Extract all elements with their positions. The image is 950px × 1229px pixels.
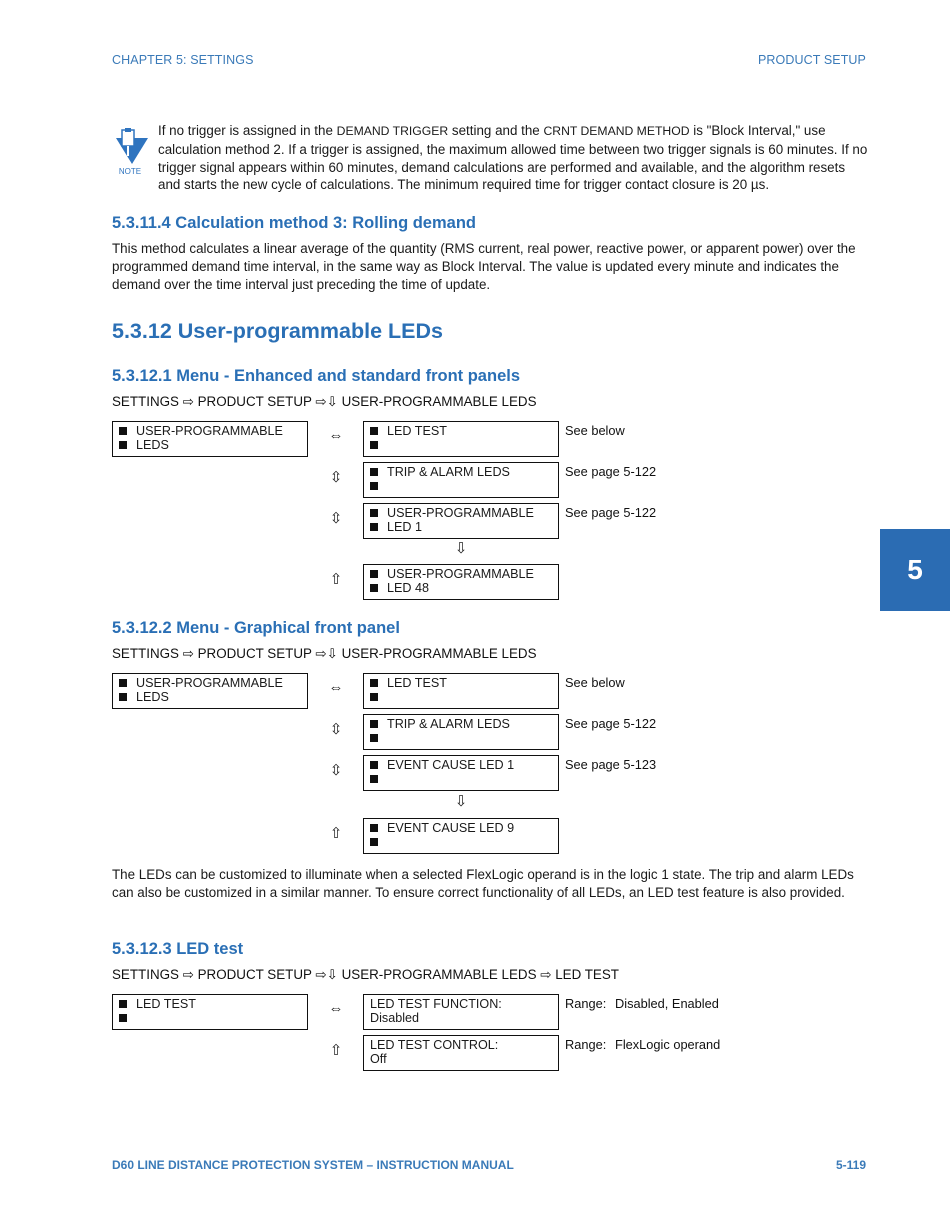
left-right-arrow-icon: ⇔ — [328, 679, 344, 696]
up-down-arrow-icon: ⇳ — [329, 510, 343, 527]
reference-link[interactable]: See page 5-122 — [565, 505, 657, 520]
menu-item-event-cause-led-1[interactable]: EVENT CAUSE LED 1 — [363, 755, 559, 791]
lcd-block-icon — [370, 427, 378, 435]
setting-name-demand-trigger: DEMAND TRIGGER — [336, 124, 449, 138]
chapter-tab: 5 — [880, 529, 950, 611]
note-icon — [112, 126, 150, 176]
menu-item-led-test[interactable]: LED TEST — [363, 673, 559, 709]
setting-value: Disabled — [370, 1011, 420, 1025]
setting-name-crnt-demand-method: CRNT DEMAND METHOD — [543, 124, 690, 138]
leds-paragraph: The LEDs can be customized to illuminate when a selected FlexLogic operand is in the logic 1 state. The trip and alarm LEDs can also be customized in a similar manner. To ensure correct functionality of all LEDs, an LED test feature is also provided. — [112, 867, 854, 900]
lcd-block-icon — [370, 824, 378, 832]
section-heading-5-3-12-2: 5.3.12.2 Menu - Graphical front panel — [112, 619, 400, 637]
lcd-block-icon — [119, 693, 127, 701]
section-heading-5-3-12-3: 5.3.12.3 LED test — [112, 940, 244, 958]
left-right-arrow-icon: ⇔ — [328, 427, 344, 444]
section-heading-5-3-11-4: 5.3.11.4 Calculation method 3: Rolling demand — [112, 214, 476, 232]
lcd-block-icon — [370, 441, 378, 449]
section-heading-5-3-12: 5.3.12 User-programmable LEDs — [112, 319, 443, 343]
menu-root-user-programmable-leds[interactable]: USER-PROGRAMMABLE LEDS — [112, 673, 308, 709]
section-heading-5-3-12-1: 5.3.12.1 Menu - Enhanced and standard front panels — [112, 367, 521, 385]
lcd-block-icon — [370, 679, 378, 687]
up-down-arrow-icon: ⇳ — [329, 721, 343, 738]
lcd-block-icon — [370, 720, 378, 728]
menu-item-trip-alarm-leds[interactable]: TRIP & ALARM LEDS — [363, 714, 559, 750]
up-arrow-icon: ⇧ — [329, 1042, 343, 1059]
lcd-block-icon — [370, 523, 378, 531]
lcd-block-icon — [370, 584, 378, 592]
setting-range: Range: FlexLogic operand — [565, 1037, 721, 1052]
svg-text:NOTE: NOTE — [118, 167, 142, 176]
left-right-arrow-icon: ⇔ — [328, 1000, 344, 1017]
setting-led-test-function[interactable] — [363, 994, 559, 1030]
menu-item-event-cause-led-9[interactable]: EVENT CAUSE LED 9 — [363, 818, 559, 854]
lcd-block-icon — [119, 1000, 127, 1008]
menu-path: SETTINGS ⇨ PRODUCT SETUP ⇨⇩ USER-PROGRAMMABLE LEDS — [112, 394, 537, 409]
reference-link[interactable]: See below — [565, 423, 625, 438]
rolling-demand-paragraph: This method calculates a linear average of the quantity (RMS current, real power, reactive power, or apparent power) over the programmed demand time interval, in the same way as Block Interval. The value is updated every minute and indicates the demand over the time interval just preceding the time of update. — [112, 241, 856, 292]
running-header-section: PRODUCT SETUP — [757, 53, 866, 67]
up-arrow-icon: ⇧ — [329, 571, 343, 588]
menu-item-user-programmable-led-1[interactable]: USER-PROGRAMMABLE LED 1 — [363, 503, 559, 539]
lcd-block-icon — [370, 570, 378, 578]
footer-page-number: 5-119 — [835, 1158, 866, 1172]
menu-path: SETTINGS ⇨ PRODUCT SETUP ⇨⇩ USER-PROGRAMMABLE LEDS — [112, 646, 537, 661]
lcd-block-icon — [119, 1014, 127, 1022]
lcd-block-icon — [370, 693, 378, 701]
down-arrow-icon: ⇩ — [454, 540, 468, 557]
menu-item-trip-alarm-leds[interactable]: TRIP & ALARM LEDS — [363, 462, 559, 498]
lcd-block-icon — [119, 441, 127, 449]
setting-name: LED TEST FUNCTION: — [370, 997, 502, 1011]
lcd-block-icon — [370, 775, 378, 783]
lcd-block-icon — [370, 761, 378, 769]
reference-link[interactable]: See page 5-122 — [565, 464, 657, 479]
menu-root-user-programmable-leds[interactable]: USER-PROGRAMMABLE LEDS — [112, 421, 308, 457]
lcd-block-icon — [119, 679, 127, 687]
reference-link[interactable]: See page 5-123 — [565, 757, 657, 772]
up-arrow-icon: ⇧ — [329, 825, 343, 842]
setting-name: LED TEST CONTROL: — [370, 1038, 499, 1052]
down-arrow-icon: ⇩ — [454, 793, 468, 810]
reference-link[interactable]: See page 5-122 — [565, 716, 657, 731]
setting-value: Off — [370, 1052, 387, 1066]
lcd-block-icon — [370, 838, 378, 846]
lcd-block-icon — [370, 468, 378, 476]
setting-led-test-control[interactable] — [363, 1035, 559, 1071]
lcd-block-icon — [370, 482, 378, 490]
menu-root-led-test[interactable]: LED TEST — [112, 994, 308, 1030]
running-header-chapter: CHAPTER 5: SETTINGS — [112, 53, 254, 67]
setting-range: Range: Disabled, Enabled — [565, 996, 719, 1011]
footer-manual-title: D60 LINE DISTANCE PROTECTION SYSTEM – INSTRUCTION MANUAL — [112, 1158, 514, 1172]
lcd-block-icon — [119, 427, 127, 435]
reference-link[interactable]: See below — [565, 675, 625, 690]
menu-path: SETTINGS ⇨ PRODUCT SETUP ⇨⇩ USER-PROGRAMMABLE LEDS ⇨ LED TEST — [112, 967, 619, 982]
lcd-block-icon — [370, 509, 378, 517]
menu-item-led-test[interactable]: LED TEST — [363, 421, 559, 457]
up-down-arrow-icon: ⇳ — [329, 762, 343, 779]
lcd-block-icon — [370, 734, 378, 742]
menu-item-user-programmable-led-48[interactable]: USER-PROGRAMMABLE LED 48 — [363, 564, 559, 600]
note-text: If no trigger is assigned in the DEMAND TRIGGER setting and the CRNT DEMAND METHOD is "Block Interval," use calculation method 2. If a trigger is assigned, the maximum allowed time between two trigger signals is 60 minutes. If no trigger signal appears within 60 minutes, demand calculations are performed and available, and the algorithm resets and starts the new cycle of calculations. The minimum required time for trigger contact closure is 20 µs. — [158, 123, 868, 193]
up-down-arrow-icon: ⇳ — [329, 469, 343, 486]
